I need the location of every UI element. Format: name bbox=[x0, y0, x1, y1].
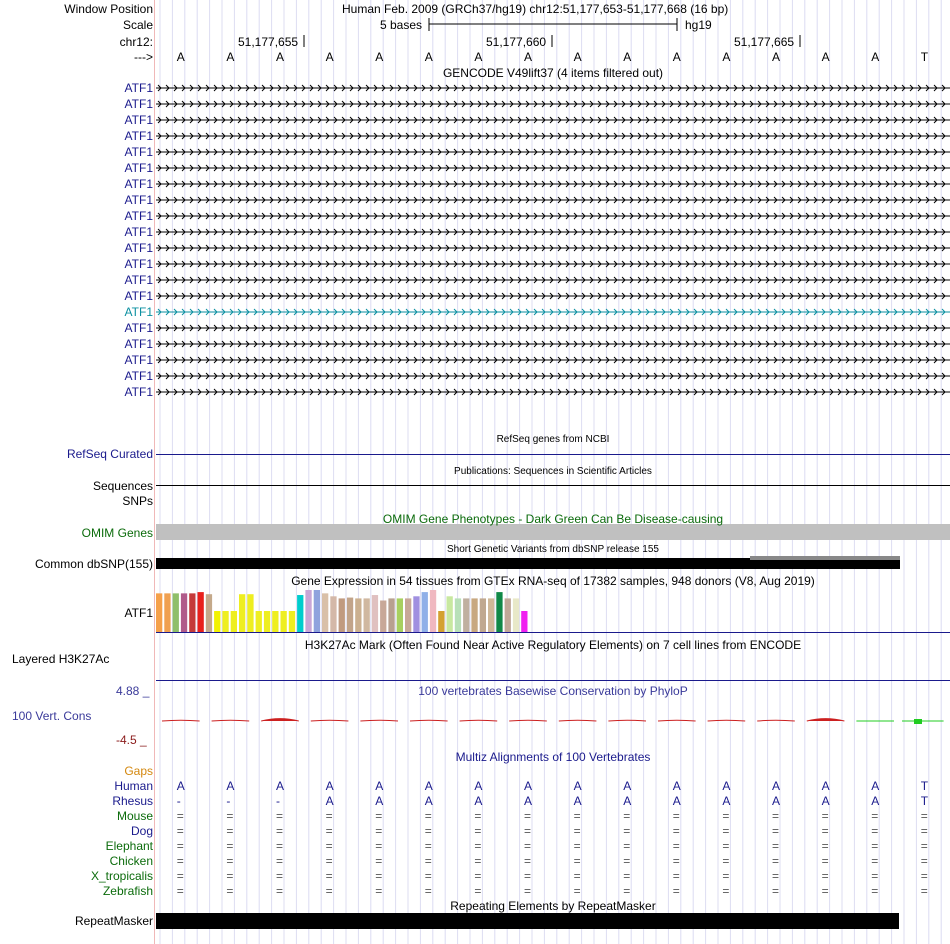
gtex-bar bbox=[372, 595, 378, 632]
phylop-score bbox=[162, 720, 200, 721]
publications-label-snps[interactable]: SNPs bbox=[122, 494, 153, 508]
multiz-base: = bbox=[325, 809, 333, 823]
multiz-base: = bbox=[871, 824, 879, 838]
multiz-base: = bbox=[871, 809, 879, 823]
scale-text: 5 bases bbox=[380, 18, 423, 32]
multiz-base: = bbox=[424, 854, 432, 868]
gtex-bar bbox=[455, 598, 461, 632]
gtex-bar bbox=[347, 598, 353, 632]
gtex-bar bbox=[339, 598, 345, 632]
coord-2: 51,177,660 bbox=[486, 35, 547, 49]
gtex-bar bbox=[447, 596, 453, 632]
multiz-base: = bbox=[871, 854, 879, 868]
multiz-species-label[interactable]: Elephant bbox=[105, 839, 153, 853]
phylop-score bbox=[261, 719, 299, 721]
multiz-species-label[interactable]: Human bbox=[114, 779, 153, 793]
multiz-base: = bbox=[276, 839, 284, 853]
omim-title[interactable]: OMIM Gene Phenotypes - Dark Green Can Be Disease-causing bbox=[382, 512, 724, 526]
multiz-base: = bbox=[573, 854, 581, 868]
multiz-base: A bbox=[524, 794, 533, 808]
gencode-gene-label[interactable]: ATF1 bbox=[124, 97, 153, 111]
multiz-base: = bbox=[474, 824, 482, 838]
gtex-bar bbox=[488, 598, 494, 632]
gtex-bar bbox=[181, 593, 187, 632]
multiz-base: = bbox=[474, 854, 482, 868]
multiz-base: = bbox=[722, 824, 730, 838]
multiz-base: = bbox=[524, 884, 532, 898]
multiz-base: A bbox=[424, 794, 433, 808]
multiz-base: = bbox=[672, 854, 680, 868]
gencode-gene-label[interactable]: ATF1 bbox=[124, 385, 153, 399]
gtex-bar bbox=[247, 594, 253, 632]
multiz-base: A bbox=[474, 779, 483, 793]
gencode-gene-label[interactable]: ATF1 bbox=[124, 129, 153, 143]
strand-label: ---> bbox=[134, 50, 153, 64]
multiz-base: - bbox=[276, 794, 280, 808]
gtex-bar bbox=[222, 611, 228, 632]
multiz-base: = bbox=[424, 869, 432, 883]
multiz-base: = bbox=[524, 824, 532, 838]
multiz-base: A bbox=[424, 779, 433, 793]
phylop-score bbox=[509, 720, 547, 721]
multiz-base: A bbox=[375, 779, 384, 793]
multiz-base: A bbox=[871, 779, 880, 793]
multiz-base: = bbox=[821, 854, 829, 868]
multiz-base: = bbox=[325, 824, 333, 838]
gtex-bar bbox=[397, 598, 403, 632]
gtex-bar bbox=[281, 611, 287, 632]
multiz-species-label[interactable]: Mouse bbox=[116, 809, 153, 823]
multiz-base: = bbox=[424, 884, 432, 898]
gencode-gene-label[interactable]: ATF1 bbox=[124, 161, 153, 175]
multiz-base: = bbox=[821, 884, 829, 898]
multiz-base: = bbox=[375, 869, 383, 883]
multiz-base: = bbox=[276, 884, 284, 898]
base: A bbox=[772, 50, 781, 64]
gtex-bar bbox=[256, 611, 262, 632]
coord-1: 51,177,655 bbox=[238, 35, 299, 49]
multiz-base: = bbox=[276, 809, 284, 823]
phylop-score bbox=[757, 720, 795, 721]
multiz-base: = bbox=[871, 869, 879, 883]
multiz-base: = bbox=[920, 839, 928, 853]
gtex-bar bbox=[364, 598, 370, 632]
multiz-base: = bbox=[325, 854, 333, 868]
multiz-base: = bbox=[672, 809, 680, 823]
multiz-base: = bbox=[176, 839, 184, 853]
phylop-min: -4.5 _ bbox=[116, 733, 147, 747]
multiz-base: A bbox=[573, 794, 582, 808]
multiz-base: = bbox=[524, 809, 532, 823]
base: A bbox=[524, 50, 533, 64]
gencode-gene-label[interactable]: ATF1 bbox=[124, 241, 153, 255]
gencode-gene-label[interactable]: ATF1 bbox=[124, 81, 153, 95]
gtex-bar bbox=[297, 595, 303, 632]
multiz-base: = bbox=[821, 839, 829, 853]
multiz-base: = bbox=[920, 854, 928, 868]
multiz-species-label[interactable]: Rhesus bbox=[112, 794, 153, 808]
phylop-score bbox=[460, 720, 498, 721]
multiz-base: A bbox=[573, 779, 582, 793]
gtex-bar bbox=[314, 590, 320, 632]
base: A bbox=[623, 50, 632, 64]
coord-3: 51,177,665 bbox=[734, 35, 795, 49]
gtex-bar bbox=[422, 592, 428, 632]
base: A bbox=[375, 50, 384, 64]
multiz-base: = bbox=[821, 824, 829, 838]
multiz-base: = bbox=[821, 869, 829, 883]
multiz-base: - bbox=[176, 794, 181, 808]
multiz-base: A bbox=[325, 779, 334, 793]
gtex-bar bbox=[198, 592, 204, 632]
gencode-gene-label[interactable]: ATF1 bbox=[124, 209, 153, 223]
multiz-base: = bbox=[672, 884, 680, 898]
base: A bbox=[672, 50, 681, 64]
gencode-gene-label[interactable]: ATF1 bbox=[124, 353, 153, 367]
multiz-base: = bbox=[672, 869, 680, 883]
multiz-base: = bbox=[821, 809, 829, 823]
phylop-score bbox=[212, 720, 250, 721]
multiz-base: A bbox=[623, 794, 632, 808]
base: A bbox=[325, 50, 334, 64]
multiz-base: = bbox=[772, 854, 780, 868]
multiz-base: = bbox=[722, 839, 730, 853]
multiz-base: = bbox=[375, 884, 383, 898]
multiz-base: = bbox=[573, 869, 581, 883]
phylop-score bbox=[311, 720, 349, 721]
multiz-base: = bbox=[424, 839, 432, 853]
phylop-score bbox=[410, 720, 448, 721]
multiz-base: = bbox=[573, 824, 581, 838]
base: A bbox=[821, 50, 830, 64]
multiz-base: = bbox=[772, 884, 780, 898]
omim-bar bbox=[156, 524, 950, 540]
multiz-base: = bbox=[524, 854, 532, 868]
multiz-base: = bbox=[722, 884, 730, 898]
gtex-bar bbox=[413, 596, 419, 632]
gencode-gene-label[interactable]: ATF1 bbox=[124, 337, 153, 351]
gtex-title[interactable]: Gene Expression in 54 tissues from GTEx RNA-seq of 17382 samples, 948 donors (V8, Aug 2019) bbox=[291, 574, 815, 588]
gtex-bar bbox=[405, 598, 411, 632]
gtex-bar bbox=[214, 611, 220, 632]
multiz-base: = bbox=[623, 839, 631, 853]
window-position-value: Human Feb. 2009 (GRCh37/hg19) chr12:51,177,653-51,177,668 (16 bp) bbox=[342, 2, 729, 16]
multiz-base: = bbox=[623, 884, 631, 898]
base: A bbox=[722, 50, 731, 64]
multiz-base: A bbox=[623, 779, 632, 793]
multiz-base: = bbox=[573, 809, 581, 823]
multiz-base: = bbox=[176, 809, 184, 823]
gencode-gene-label[interactable]: ATF1 bbox=[124, 193, 153, 207]
multiz-base: = bbox=[176, 824, 184, 838]
multiz-base: = bbox=[920, 809, 928, 823]
multiz-base: A bbox=[524, 779, 533, 793]
multiz-base: A bbox=[276, 779, 285, 793]
publications-label-sequences[interactable]: Sequences bbox=[92, 479, 153, 493]
h3k27ac-title[interactable]: H3K27Ac Mark (Often Found Near Active Regulatory Elements) on 7 cell lines from ENCODE bbox=[304, 638, 802, 652]
scale-db: hg19 bbox=[685, 18, 712, 32]
multiz-base: = bbox=[474, 809, 482, 823]
multiz-base: = bbox=[226, 854, 234, 868]
multiz-base: = bbox=[524, 839, 532, 853]
multiz-base: A bbox=[672, 779, 681, 793]
multiz-base: T bbox=[920, 794, 929, 808]
gtex-bar bbox=[521, 611, 527, 632]
base: A bbox=[573, 50, 582, 64]
multiz-base: = bbox=[722, 809, 730, 823]
multiz-base: = bbox=[325, 839, 333, 853]
multiz-base: = bbox=[623, 809, 631, 823]
gtex-bar bbox=[330, 596, 336, 632]
multiz-base: A bbox=[772, 794, 781, 808]
multiz-base: T bbox=[920, 779, 929, 793]
gtex-bar bbox=[189, 593, 195, 632]
gtex-bar bbox=[380, 601, 386, 633]
multiz-base: A bbox=[821, 794, 830, 808]
gencode-gene-label[interactable]: ATF1 bbox=[124, 369, 153, 383]
gtex-bar bbox=[272, 611, 278, 632]
gencode-gene-label[interactable]: ATF1 bbox=[124, 145, 153, 159]
gtex-bar bbox=[513, 598, 519, 632]
multiz-base: = bbox=[276, 824, 284, 838]
multiz-base: = bbox=[176, 869, 184, 883]
gtex-bar bbox=[480, 598, 486, 632]
gtex-bar bbox=[430, 590, 436, 632]
gtex-bar bbox=[164, 593, 170, 632]
repeatmasker-bar bbox=[156, 913, 899, 929]
multiz-base: A bbox=[176, 779, 185, 793]
multiz-base: = bbox=[871, 884, 879, 898]
multiz-base: = bbox=[474, 884, 482, 898]
gtex-bar bbox=[231, 611, 237, 632]
phylop-score bbox=[708, 720, 746, 721]
dbsnp-title[interactable]: Short Genetic Variants from dbSNP release 155 bbox=[447, 544, 659, 555]
multiz-base: = bbox=[920, 884, 928, 898]
multiz-base: = bbox=[375, 809, 383, 823]
multiz-base: = bbox=[375, 824, 383, 838]
multiz-base: A bbox=[722, 794, 731, 808]
multiz-base: = bbox=[176, 884, 184, 898]
base: A bbox=[424, 50, 433, 64]
refseq-label[interactable]: RefSeq Curated bbox=[66, 447, 153, 461]
chrom-label: chr12: bbox=[119, 35, 153, 49]
multiz-base: = bbox=[573, 884, 581, 898]
repeatmasker-label[interactable]: RepeatMasker bbox=[74, 914, 153, 928]
multiz-base: = bbox=[226, 884, 234, 898]
multiz-species-label[interactable]: Zebrafish bbox=[102, 884, 153, 898]
gtex-bar bbox=[388, 598, 394, 632]
phylop-score bbox=[608, 720, 646, 721]
gencode-gene-label[interactable]: ATF1 bbox=[124, 177, 153, 191]
multiz-base: A bbox=[722, 779, 731, 793]
multiz-base: = bbox=[226, 809, 234, 823]
gtex-bar bbox=[206, 594, 212, 632]
multiz-base: = bbox=[772, 809, 780, 823]
multiz-base: = bbox=[920, 869, 928, 883]
multiz-base: A bbox=[226, 779, 235, 793]
base: A bbox=[276, 50, 285, 64]
multiz-base: A bbox=[375, 794, 384, 808]
dbsnp-label[interactable]: Common dbSNP(155) bbox=[34, 557, 153, 571]
multiz-species-label[interactable]: Chicken bbox=[109, 854, 153, 868]
multiz-base: = bbox=[623, 824, 631, 838]
multiz-base: = bbox=[276, 854, 284, 868]
gtex-bar bbox=[264, 611, 270, 632]
gtex-bar bbox=[305, 590, 311, 632]
multiz-base: = bbox=[424, 809, 432, 823]
multiz-base: = bbox=[226, 869, 234, 883]
multiz-base: = bbox=[573, 839, 581, 853]
multiz-base: = bbox=[772, 839, 780, 853]
repeatmasker-title[interactable]: Repeating Elements by RepeatMasker bbox=[450, 899, 656, 913]
gtex-bar bbox=[239, 594, 245, 632]
gtex-bar bbox=[463, 598, 469, 632]
gencode-gene-label[interactable]: ATF1 bbox=[124, 321, 153, 335]
base: A bbox=[226, 50, 235, 64]
gtex-bar bbox=[496, 592, 502, 632]
gencode-title[interactable]: GENCODE V49lift37 (4 items filtered out) bbox=[442, 66, 664, 80]
multiz-base: = bbox=[623, 854, 631, 868]
multiz-base: = bbox=[871, 839, 879, 853]
multiz-base: = bbox=[176, 854, 184, 868]
gtex-bar bbox=[438, 611, 444, 632]
multiz-base: = bbox=[226, 824, 234, 838]
multiz-base: = bbox=[920, 824, 928, 838]
multiz-base: = bbox=[722, 869, 730, 883]
multiz-base: = bbox=[474, 869, 482, 883]
gtex-bar bbox=[355, 598, 361, 632]
gtex-bar bbox=[156, 593, 162, 632]
multiz-base: = bbox=[276, 869, 284, 883]
multiz-base: = bbox=[375, 839, 383, 853]
gencode-gene-label[interactable]: ATF1 bbox=[124, 289, 153, 303]
gtex-bar bbox=[471, 598, 477, 632]
h3k27ac-label[interactable]: Layered H3K27Ac bbox=[12, 652, 110, 666]
phylop-max: 4.88 _ bbox=[116, 684, 150, 698]
multiz-species-label[interactable]: X_tropicalis bbox=[90, 869, 153, 883]
multiz-base: = bbox=[623, 869, 631, 883]
multiz-base: A bbox=[672, 794, 681, 808]
gencode-gene-label[interactable]: ATF1 bbox=[124, 113, 153, 127]
base: A bbox=[871, 50, 880, 64]
phylop-score bbox=[360, 720, 398, 721]
refseq-title[interactable]: RefSeq genes from NCBI bbox=[496, 434, 610, 445]
multiz-gaps-label[interactable]: Gaps bbox=[124, 764, 153, 778]
scale-label: Scale bbox=[122, 18, 153, 32]
multiz-base: - bbox=[226, 794, 231, 808]
window-position-label: Window Position bbox=[64, 2, 153, 16]
gencode-gene-label[interactable]: ATF1 bbox=[124, 273, 153, 287]
phylop-score bbox=[807, 719, 845, 721]
gencode-gene-label[interactable]: ATF1 bbox=[124, 257, 153, 271]
gtex-bar bbox=[322, 593, 328, 632]
multiz-base: = bbox=[375, 854, 383, 868]
multiz-base: A bbox=[821, 779, 830, 793]
publications-title[interactable]: Publications: Sequences in Scientific Articles bbox=[454, 466, 652, 477]
multiz-title[interactable]: Multiz Alignments of 100 Vertebrates bbox=[455, 750, 651, 764]
multiz-base: = bbox=[325, 869, 333, 883]
multiz-base: = bbox=[325, 884, 333, 898]
base: T bbox=[920, 50, 929, 64]
phylop-title[interactable]: 100 vertebrates Basewise Conservation by PhyloP bbox=[418, 684, 688, 698]
gtex-label[interactable]: ATF1 bbox=[124, 606, 153, 620]
multiz-base: = bbox=[722, 854, 730, 868]
multiz-base: = bbox=[772, 824, 780, 838]
multiz-species-label[interactable]: Dog bbox=[130, 824, 153, 838]
gtex-bar bbox=[505, 598, 511, 632]
gencode-gene-label[interactable]: ATF1 bbox=[124, 225, 153, 239]
phylop-score bbox=[559, 720, 597, 721]
multiz-base: A bbox=[772, 779, 781, 793]
base: A bbox=[474, 50, 483, 64]
multiz-base: A bbox=[325, 794, 334, 808]
multiz-base: A bbox=[871, 794, 880, 808]
multiz-base: = bbox=[424, 824, 432, 838]
multiz-base: = bbox=[772, 869, 780, 883]
multiz-base: A bbox=[474, 794, 483, 808]
multiz-base: = bbox=[474, 839, 482, 853]
multiz-base: = bbox=[672, 839, 680, 853]
multiz-base: = bbox=[672, 824, 680, 838]
phylop-label[interactable]: 100 Vert. Cons bbox=[12, 709, 92, 723]
base: A bbox=[176, 50, 185, 64]
multiz-base: = bbox=[226, 839, 234, 853]
phylop-score bbox=[658, 720, 696, 721]
multiz-base: = bbox=[524, 869, 532, 883]
gtex-bar bbox=[173, 593, 179, 632]
gtex-bar bbox=[289, 611, 295, 632]
omim-label[interactable]: OMIM Genes bbox=[81, 526, 153, 540]
gencode-gene-label[interactable]: ATF1 bbox=[124, 305, 153, 319]
